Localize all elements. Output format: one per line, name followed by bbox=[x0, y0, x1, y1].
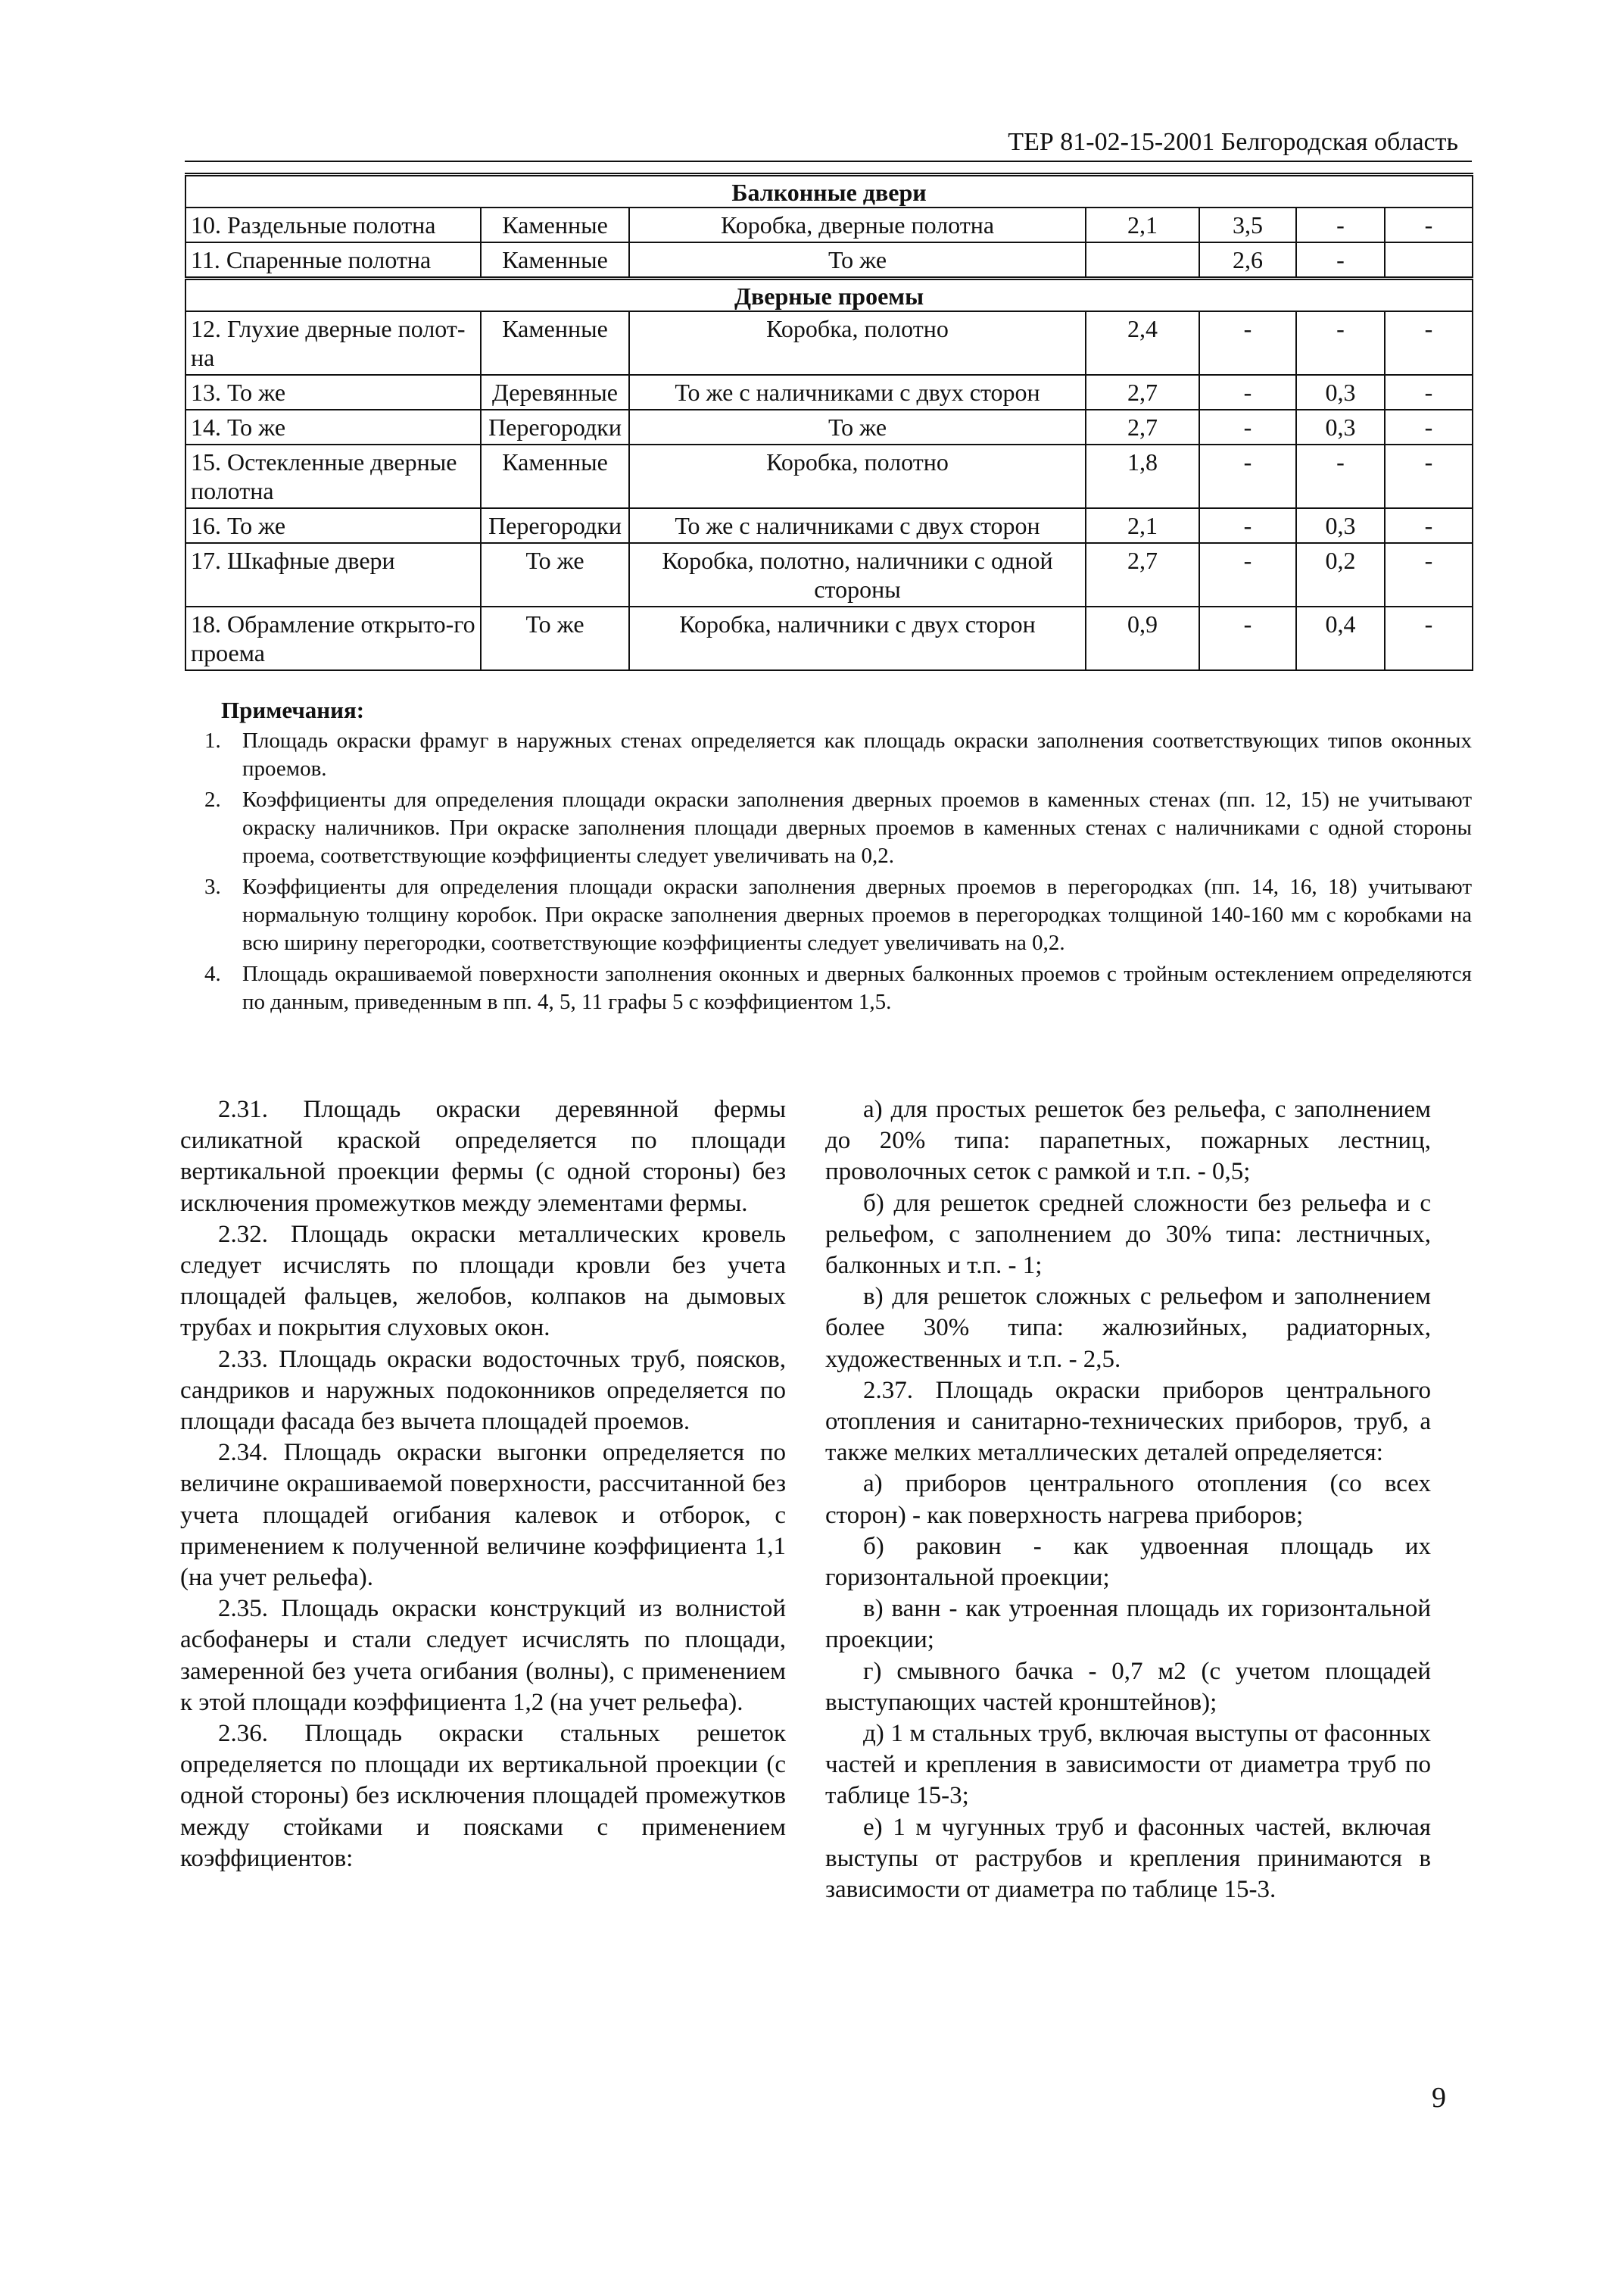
cell-value bbox=[1385, 242, 1473, 279]
cell-value: - bbox=[1199, 311, 1296, 375]
cell-value: - bbox=[1199, 508, 1296, 543]
cell-value: 2,7 bbox=[1086, 543, 1199, 607]
notes-list bbox=[185, 727, 1472, 1016]
cell-value: - bbox=[1199, 445, 1296, 508]
cell-value: - bbox=[1296, 208, 1385, 242]
cell-value: - bbox=[1199, 375, 1296, 410]
cell-value: 1,8 bbox=[1086, 445, 1199, 508]
cell-material: Деревянные bbox=[481, 375, 629, 410]
document-header: ТЕР 81-02-15-2001 Белгородская область bbox=[1008, 128, 1458, 156]
cell-value: 0,3 bbox=[1296, 375, 1385, 410]
note-item bbox=[185, 727, 1472, 783]
cell-value: 2,7 bbox=[1086, 410, 1199, 445]
cell-name: 14. То же bbox=[185, 410, 481, 445]
cell-value: 0,4 bbox=[1296, 607, 1385, 670]
note-text: Площадь окрашиваемой поверхности заполнения оконных и дверных балконных проемов с тройным остеклением определяются по данным, приведенным в пп. 4, 5, 11 графы 5 с коэффициентом 1,5. bbox=[242, 962, 1472, 1014]
cell-material: Каменные bbox=[481, 208, 629, 242]
cell-value: - bbox=[1199, 410, 1296, 445]
table-row bbox=[185, 445, 1473, 508]
body-paragraph: 2.33. Площадь окраски водосточных труб, поясков, сандриков и наружных подоконников определяется по площади фасада без вычета площадей проемов. bbox=[180, 1345, 786, 1436]
note-item bbox=[185, 873, 1472, 957]
body-paragraph: а) приборов центрального отопления (со всех сторон) - как поверхность нагрева приборов; bbox=[825, 1470, 1431, 1529]
header-rule bbox=[185, 161, 1472, 162]
cell-value: 2,7 bbox=[1086, 375, 1199, 410]
cell-value bbox=[1086, 242, 1199, 279]
cell-material: Каменные bbox=[481, 445, 629, 508]
cell-value: 0,3 bbox=[1296, 410, 1385, 445]
body-paragraph: 2.35. Площадь окраски конструкций из волнистой асбофанеры и стали следует исчислять по площади, замеренной без учета огибания (волны), с применением к этой площади коэффициента 1,2 (на учет рельефа). bbox=[180, 1595, 786, 1716]
body-paragraph: 2.37. Площадь окраски приборов центрального отопления и санитарно-технических приборов, труб, а также мелких металлических деталей определяется: bbox=[825, 1376, 1431, 1467]
cell-description: Коробка, полотно bbox=[629, 311, 1086, 375]
cell-name: 17. Шкафные двери bbox=[185, 543, 481, 607]
cell-material: Перегородки bbox=[481, 508, 629, 543]
cell-description: Коробка, полотно, наличники с одной стороны bbox=[629, 543, 1086, 607]
cell-value: 0,3 bbox=[1296, 508, 1385, 543]
table-row bbox=[185, 607, 1473, 670]
body-paragraph: в) для решеток сложных с рельефом и заполнением более 30% типа: жалюзийных, радиаторных, художественных и т.п. - 2,5. bbox=[825, 1283, 1431, 1373]
cell-name: 10. Раздельные полотна bbox=[185, 208, 481, 242]
cell-value: 2,4 bbox=[1086, 311, 1199, 375]
cell-value: - bbox=[1385, 375, 1473, 410]
cell-name: 15. Остекленные дверные полотна bbox=[185, 445, 481, 508]
note-text: Площадь окраски фрамуг в наружных стенах определяется как площадь окраски заполнения соответствующих типов оконных проемов. bbox=[242, 729, 1472, 781]
table-row bbox=[185, 375, 1473, 410]
note-text: Коэффициенты для определения площади окраски заполнения дверных проемов в перегородках (пп. 14, 16, 18) учитывают нормальную толщину коробок. При окраске заполнения дверных проемов в перегородках толщиной 140-160 мм с коробками на всю ширину перегородки, соответствующие коэффициенты следует увеличивать на 0,2. bbox=[242, 875, 1472, 955]
body-column-right bbox=[825, 1094, 1431, 1905]
cell-value: 2,1 bbox=[1086, 508, 1199, 543]
cell-value: - bbox=[1385, 311, 1473, 375]
cell-material: Перегородки bbox=[481, 410, 629, 445]
cell-value: - bbox=[1296, 445, 1385, 508]
cell-value: - bbox=[1385, 208, 1473, 242]
body-paragraph: б) для решеток средней сложности без рельефа и с рельефом, с заполнением до 30% типа: лестничных, балконных и т.п. - 1; bbox=[825, 1189, 1431, 1280]
body-paragraph: е) 1 м чугунных труб и фасонных частей, включая выступы от раструбов и крепления принимаются в зависимости от диаметра по таблице 15-3. bbox=[825, 1813, 1431, 1904]
table-section-title: Балконные двери bbox=[185, 175, 1473, 208]
cell-value: 3,5 bbox=[1199, 208, 1296, 242]
cell-description: То же bbox=[629, 242, 1086, 279]
cell-name: 18. Обрамление открыто-го проема bbox=[185, 607, 481, 670]
cell-value: - bbox=[1199, 543, 1296, 607]
body-paragraph: 2.31. Площадь окраски деревянной фермы силикатной краской определяется по площади вертикальной проекции фермы (с одной стороны) без исключения промежутков между элементами фермы. bbox=[180, 1096, 786, 1217]
cell-name: 16. То же bbox=[185, 508, 481, 543]
cell-name: 11. Спаренные полотна bbox=[185, 242, 481, 279]
note-number: 1. bbox=[204, 729, 221, 753]
cell-value: - bbox=[1385, 445, 1473, 508]
cell-value: - bbox=[1199, 607, 1296, 670]
body-paragraph: 2.34. Площадь окраски выгонки определяется по величине окрашиваемой поверхности, рассчитанной без учета площадей огибания калевок и отборок, с применением к полученной величине коэффициента 1,1 (на учет рельефа). bbox=[180, 1439, 786, 1592]
table-section-row bbox=[185, 279, 1473, 312]
note-item bbox=[185, 960, 1472, 1016]
notes-section bbox=[185, 695, 1472, 1019]
table-section-row bbox=[185, 175, 1473, 208]
body-paragraph: в) ванн - как утроенная площадь их горизонтальной проекции; bbox=[825, 1595, 1431, 1654]
body-paragraph: д) 1 м стальных труб, включая выступы от фасонных частей и крепления в зависимости от диаметра труб по таблице 15-3; bbox=[825, 1720, 1431, 1810]
cell-value: - bbox=[1296, 311, 1385, 375]
table-row bbox=[185, 410, 1473, 445]
notes-title: Примечания: bbox=[221, 697, 365, 723]
cell-value: 2,6 bbox=[1199, 242, 1296, 279]
cell-value: - bbox=[1385, 508, 1473, 543]
note-number: 3. bbox=[204, 875, 221, 899]
cell-description: То же с наличниками с двух сторон bbox=[629, 508, 1086, 543]
cell-description: То же с наличниками с двух сторон bbox=[629, 375, 1086, 410]
body-paragraph: а) для простых решеток без рельефа, с заполнением до 20% типа: парапетных, пожарных лестниц, проволочных сеток с рамкой и т.п. - 0,5; bbox=[825, 1096, 1431, 1186]
cell-value: 0,9 bbox=[1086, 607, 1199, 670]
cell-material: Каменные bbox=[481, 311, 629, 375]
cell-value: 2,1 bbox=[1086, 208, 1199, 242]
table-row bbox=[185, 242, 1473, 279]
cell-description: Коробка, полотно bbox=[629, 445, 1086, 508]
table-row bbox=[185, 208, 1473, 242]
cell-value: - bbox=[1385, 543, 1473, 607]
note-text: Коэффициенты для определения площади окраски заполнения дверных проемов в каменных стенах (пп. 12, 15) не учитывают окраску наличников. При окраске заполнения площади дверных проемов в каменных стенах с наличниками с одной стороны проема, соответствующие коэффициенты следует увеличивать на 0,2. bbox=[242, 788, 1472, 868]
body-paragraph: 2.36. Площадь окраски стальных решеток определяется по площади их вертикальной проекции (с одной стороны) без исключения площадей промежутков между стойками и поясками с применением коэффициентов: bbox=[180, 1720, 786, 1872]
cell-description: Коробка, дверные полотна bbox=[629, 208, 1086, 242]
cell-name: 12. Глухие дверные полот-на bbox=[185, 311, 481, 375]
table-row bbox=[185, 543, 1473, 607]
page-number: 9 bbox=[1432, 2082, 1446, 2114]
cell-value: - bbox=[1296, 242, 1385, 279]
cell-name: 13. То же bbox=[185, 375, 481, 410]
cell-material: То же bbox=[481, 607, 629, 670]
cell-description: Коробка, наличники с двух сторон bbox=[629, 607, 1086, 670]
cell-value: 0,2 bbox=[1296, 543, 1385, 607]
body-paragraph: б) раковин - как удвоенная площадь их горизонтальной проекции; bbox=[825, 1532, 1431, 1592]
table-row bbox=[185, 508, 1473, 543]
coefficients-table bbox=[185, 173, 1473, 671]
body-paragraph: г) смывного бачка - 0,7 м2 (с учетом площадей выступающих частей кронштейнов); bbox=[825, 1657, 1431, 1716]
table-section-title: Дверные проемы bbox=[185, 279, 1473, 312]
cell-value: - bbox=[1385, 410, 1473, 445]
cell-material: Каменные bbox=[481, 242, 629, 279]
note-item bbox=[185, 786, 1472, 870]
note-number: 4. bbox=[204, 962, 221, 986]
cell-value: - bbox=[1385, 607, 1473, 670]
cell-description: То же bbox=[629, 410, 1086, 445]
table-row bbox=[185, 311, 1473, 375]
cell-material: То же bbox=[481, 543, 629, 607]
note-number: 2. bbox=[204, 788, 221, 812]
body-column-left bbox=[180, 1094, 786, 1874]
body-paragraph: 2.32. Площадь окраски металлических кровель следует исчислять по площади кровли без учета площадей фальцев, желобов, колпаков на дымовых трубах и покрытия слуховых окон. bbox=[180, 1220, 786, 1342]
